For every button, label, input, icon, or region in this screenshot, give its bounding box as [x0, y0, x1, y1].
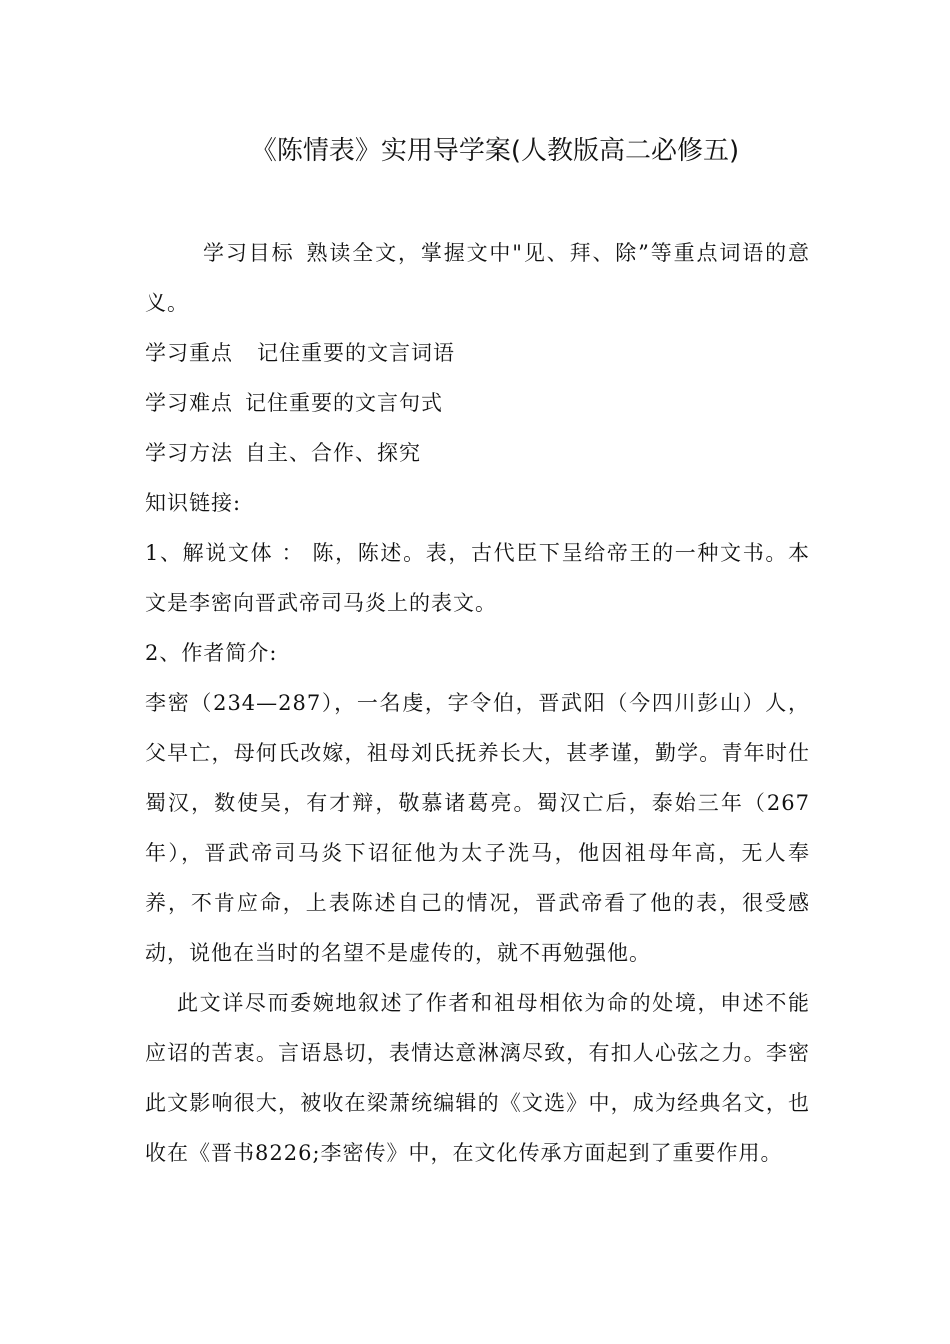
author-bio-paragraph: 李密（234—287），一名虔，字令伯，晋武阳（今四川彭山）人，父早亡，母何氏改嫁，祖母刘氏抚养长大，甚孝谨，勤学。青年时仕蜀汉，数使吴，有才辩，敬慕诸葛亮。蜀汉亡后，泰始三年（267年），晋武帝司马炎下诏征他为太子洗马，他因祖母年高，无人奉养，不肯应命，上表陈述自己的情况，晋武帝看了他的表，很受感动，说他在当时的名望不是虚传的，就不再勉强他。 — [145, 691, 810, 965]
study-goal-label: 学习目标 — [203, 241, 295, 265]
genre-explanation-paragraph: 1、解说文体 ： 陈，陈述。表，古代臣下呈给帝王的一种文书。本文是李密向晋武帝司马炎上的表文。 — [145, 541, 810, 615]
document-title: 《陈情表》实用导学案(人教版高二必修五) — [250, 136, 740, 166]
author-intro-heading: 2、作者简介: — [145, 641, 278, 665]
study-focus-text: 记住重要的文言词语 — [257, 341, 455, 365]
study-goal-text: 熟读全文，掌握文中"见、拜、除”等重点词语的意义。 — [145, 241, 810, 315]
study-difficulty-label: 学习难点 — [145, 391, 233, 415]
summary-paragraph: 此文详尽而委婉地叙述了作者和祖母相依为命的处境，申述不能应诏的苦衷。言语恳切，表情达意淋漓尽致，有扣人心弦之力。李密此文影响很大，被收在梁萧统编辑的《文选》中，成为经典名文，也收在《晋书8226;李密传》中，在文化传承方面起到了重要作用。 — [145, 991, 810, 1165]
study-difficulty-paragraph — [145, 378, 810, 428]
study-goal-paragraph — [145, 228, 810, 328]
study-method-paragraph — [145, 428, 810, 478]
study-method-label: 学习方法 — [145, 441, 233, 465]
study-focus-paragraph — [145, 328, 810, 378]
study-focus-label: 学习重点 — [145, 341, 233, 365]
study-difficulty-text: 记住重要的文言句式 — [245, 391, 443, 415]
study-method-text: 自主、合作、探究 — [245, 441, 421, 465]
document-body — [145, 228, 810, 1178]
knowledge-link-heading: 知识链接: — [145, 491, 242, 515]
